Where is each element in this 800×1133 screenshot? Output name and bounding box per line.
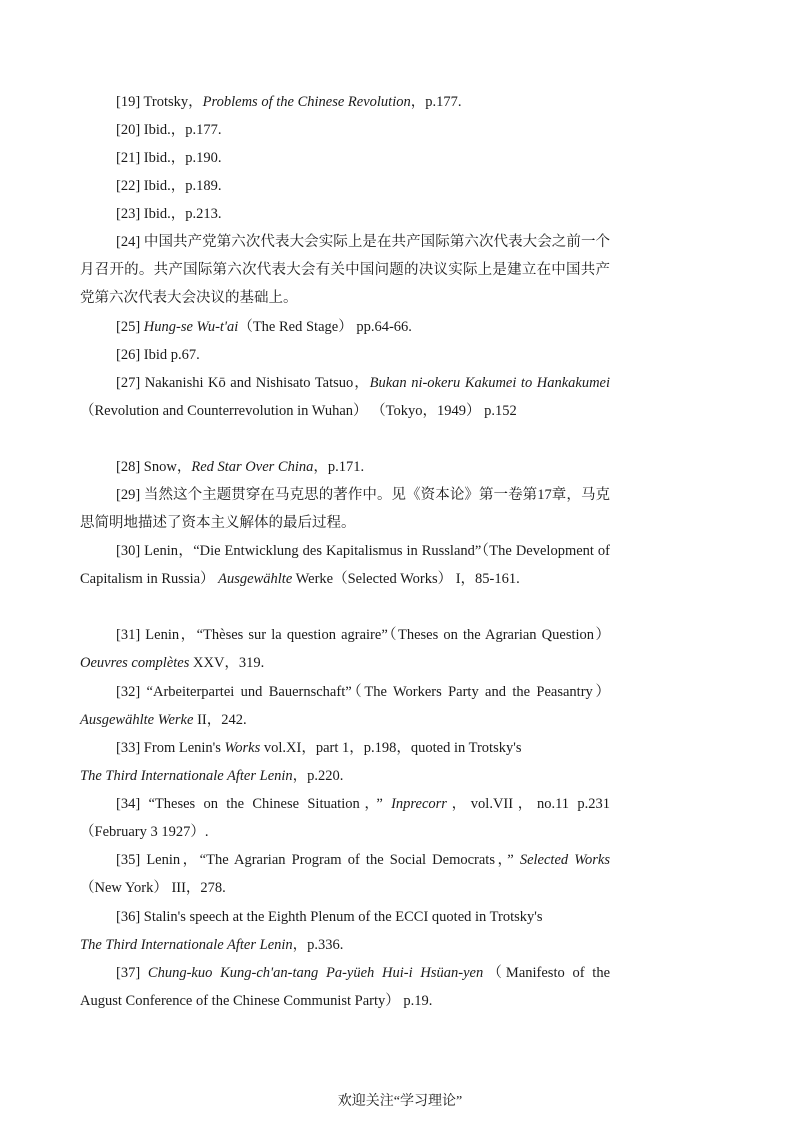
footnote-37	[80, 959, 610, 1015]
footnote-31	[80, 621, 610, 677]
note-text: “Theses on the Chinese Situation，”	[148, 796, 383, 812]
note-number: [33]	[116, 740, 141, 756]
note-text: Werke（Selected Works） I，85-161.	[295, 571, 520, 587]
note-title: Inprecorr	[391, 796, 447, 812]
footnote-24	[80, 228, 610, 312]
footnote-36	[80, 903, 610, 931]
footnote-25	[80, 313, 610, 341]
note-title: The Third Internationale After Lenin	[80, 937, 293, 953]
note-number: [36]	[116, 909, 141, 925]
note-title: Ausgewählte Werke	[80, 712, 194, 728]
note-text: Ibid.，p.189.	[143, 178, 222, 194]
note-text: 当然这个主题贯穿在马克思的著作中。见《资本论》第一卷第17章，马克思简明地描述了资本主义解体的最后过程。	[80, 487, 611, 531]
note-text: Ibid.，p.190.	[143, 150, 222, 166]
note-title: Problems of the Chinese Revolution	[202, 94, 411, 110]
footnote-35	[80, 846, 610, 902]
note-text: 中国共产党第六次代表大会实际上是在共产国际第六次代表大会之前一个月召开的。共产国际第六次代表大会有关中国问题的决议实际上是建立在中国共产党第六次代表大会决议的基础上。	[80, 234, 611, 306]
note-text: XXV，319.	[193, 655, 265, 671]
note-number: [23]	[116, 206, 141, 222]
note-text: （Manifesto of the August Conference of the Chinese Communist Party） p.19.	[80, 965, 611, 1009]
note-text: II，242.	[197, 712, 247, 728]
note-text: vol.XI，part 1，p.198，quoted in Trotsky's	[263, 740, 522, 756]
note-title: Red Star Over China	[191, 459, 314, 475]
footnote-21	[80, 144, 610, 172]
note-text: ，p.336.	[292, 937, 344, 953]
footnote-30	[80, 537, 610, 593]
note-number: [24]	[116, 234, 141, 250]
note-text: Lenin，“Die Entwicklung des Kapitalismus in Russland”（The Development of Capitalism in Russia）	[80, 543, 610, 587]
note-number: [32]	[116, 684, 141, 700]
note-number: [22]	[116, 178, 141, 194]
footnote-33	[80, 734, 610, 762]
footnote-27	[80, 369, 610, 425]
note-text: （The Red Stage） pp.64-66.	[238, 319, 412, 335]
note-text: Nakanishi Kō and Nishisato Tatsuo，	[144, 375, 370, 391]
note-text: Ibid.，p.213.	[143, 206, 222, 222]
note-number: [37]	[116, 965, 141, 981]
note-title: The Third Internationale After Lenin	[80, 768, 293, 784]
footnote-23	[80, 200, 610, 228]
page-footer: 欢迎关注“学习理论”	[337, 1094, 463, 1109]
footnote-19	[80, 88, 610, 116]
note-number: [31]	[116, 627, 141, 643]
footnote-28	[80, 453, 610, 481]
note-text: “Arbeiterpartei und Bauernschaft”（The Workers Party and the Peasantry）	[146, 684, 611, 700]
note-text: Snow，	[143, 459, 192, 475]
note-title: Bukan ni-okeru Kakumei to Hankakumei	[369, 375, 611, 391]
note-text: Ibid p.67.	[143, 347, 200, 363]
note-number: [30]	[116, 543, 141, 559]
footnote-22	[80, 172, 610, 200]
note-text: ，p.171.	[313, 459, 365, 475]
note-number: [21]	[116, 150, 141, 166]
note-number: [34]	[116, 796, 141, 812]
footnote-26	[80, 341, 610, 369]
footnote-34	[80, 790, 610, 846]
note-number: [20]	[116, 122, 141, 138]
note-text: ，vol.VII，no.11 p.231（February 3 1927）.	[80, 796, 610, 840]
note-title: Works	[224, 740, 261, 756]
note-number: [19]	[116, 94, 141, 110]
note-text: Ibid.，p.177.	[143, 122, 222, 138]
note-number: [29]	[116, 487, 141, 503]
note-text: Lenin，“Thèses sur la question agraire”（Theses on the Agrarian Question）	[145, 627, 611, 643]
note-text: From Lenin's	[143, 740, 221, 756]
note-text: Stalin's speech at the Eighth Plenum of the ECCI quoted in Trotsky's	[143, 909, 543, 925]
note-number: [26]	[116, 347, 141, 363]
footnote-36-continued	[80, 931, 610, 959]
note-text: Lenin，“The Agrarian Program of the Social Democrats，”	[146, 852, 514, 868]
note-text: Trotsky，	[143, 94, 203, 110]
note-text: （Revolution and Counterrevolution in Wuhan） （Tokyo，1949） p.152	[80, 403, 517, 419]
footnote-29	[80, 481, 610, 537]
note-text: （New York） III，278.	[80, 880, 226, 896]
footnote-33-continued	[80, 762, 610, 790]
note-title: Chung-kuo Kung-ch'an-tang Pa-yüeh Hui-i Hsüan-yen	[147, 965, 484, 981]
footnote-32	[80, 678, 610, 734]
note-number: [35]	[116, 852, 141, 868]
note-number: [27]	[116, 375, 141, 391]
note-number: [28]	[116, 459, 141, 475]
note-number: [25]	[116, 319, 141, 335]
note-text: ，p.220.	[292, 768, 344, 784]
note-title: Selected Works	[519, 852, 611, 868]
note-title: Ausgewählte	[218, 571, 293, 587]
footnote-20	[80, 116, 610, 144]
note-text: ，p.177.	[410, 94, 462, 110]
note-title: Hung-se Wu-t'ai	[143, 319, 239, 335]
note-title: Oeuvres complètes	[80, 655, 190, 671]
